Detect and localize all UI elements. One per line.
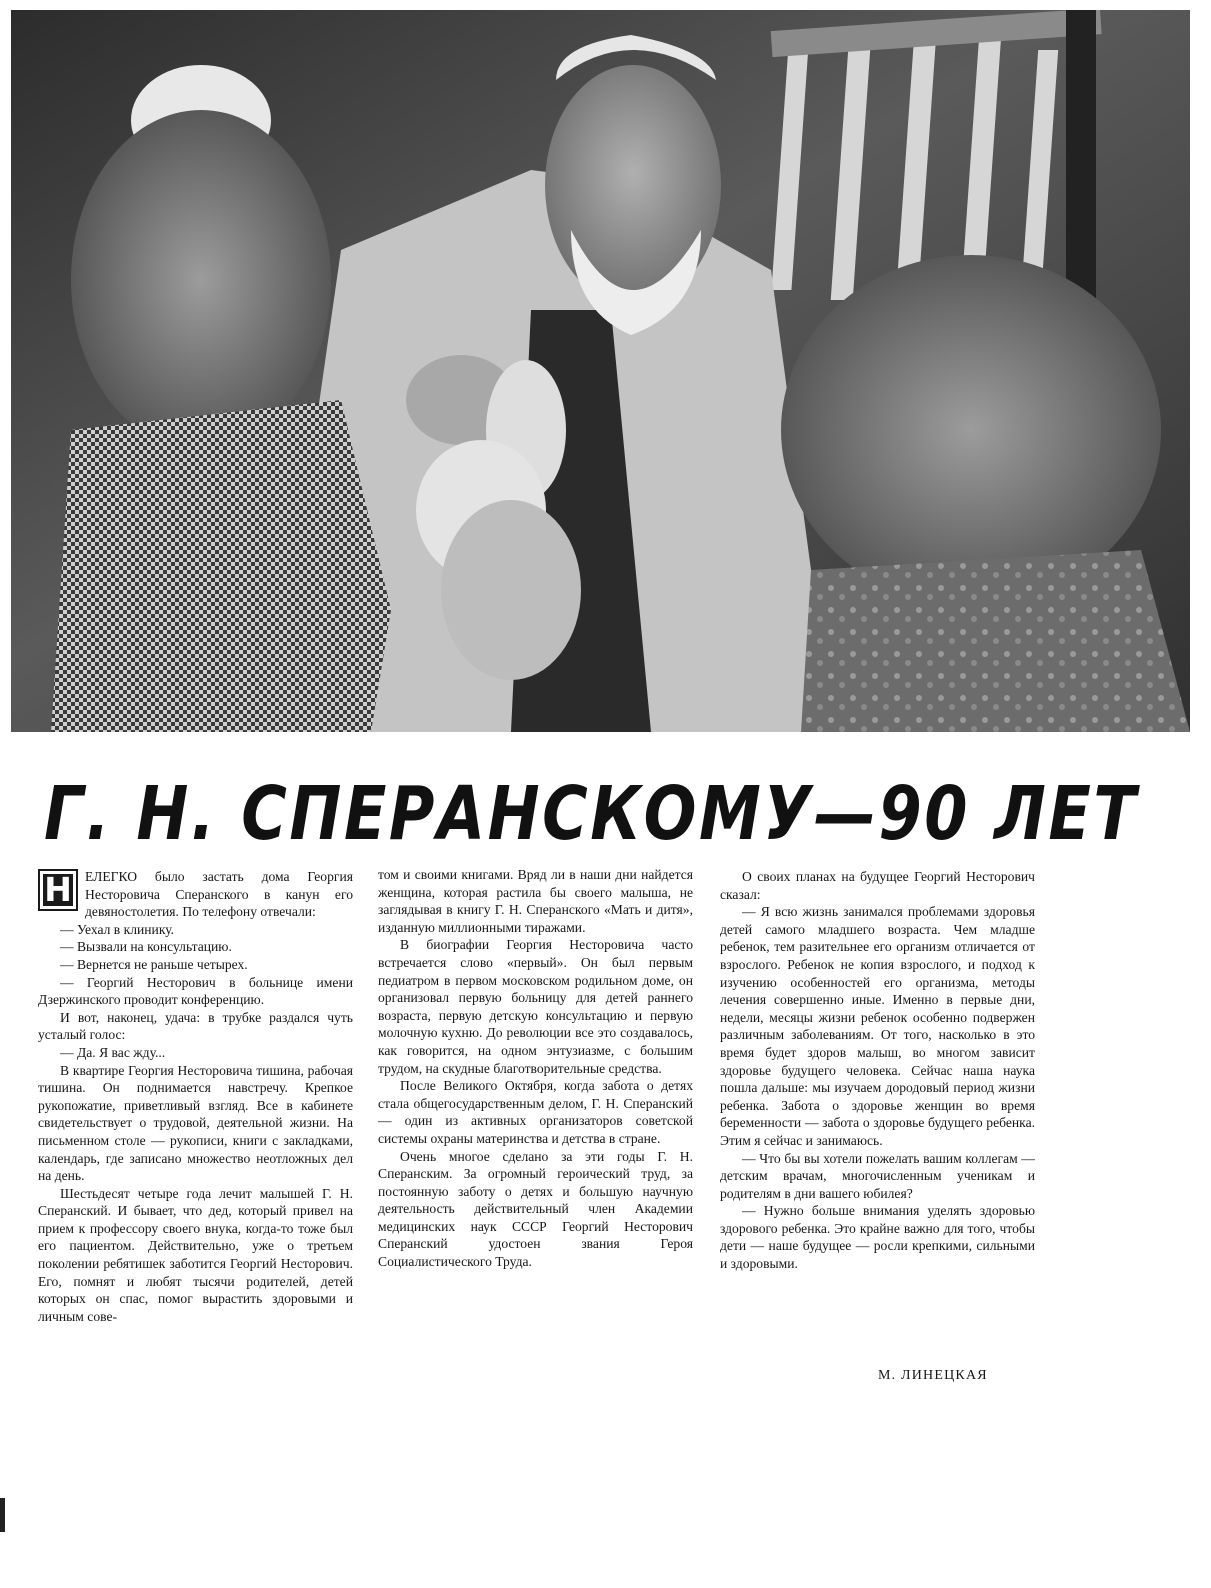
article-column-3	[720, 868, 1035, 1273]
article-column-2	[378, 866, 693, 1271]
paragraph: В биографии Георгия Несторовича часто встречается слово «первый». Он был первым педиатром в первом московском родильном доме, он организовал первую больницу для детей раннего возраста, первую детскую консультацию и первую молочную кухню. До революции все это создавалось, как говорится, на одном энтузиазме, с большим трудом, на скудные благотворительные средства.	[378, 937, 693, 1076]
paragraph: — Вернется не раньше четырех.	[60, 956, 248, 972]
paragraph: В квартире Георгия Несторовича тишина, рабочая тишина. Он поднимается навстречу. Крепкое рукопожатие, приветливый взгляд. Все в кабинете свидетельствует о трудовой, деятельной жизни. На письменном столе — рукописи, книги с закладками, календарь, где записано множество неотложных дел на день.	[38, 1062, 353, 1184]
author-signature: М. ЛИНЕЦКАЯ	[878, 1368, 988, 1383]
photograph-doctor-children-icon	[11, 10, 1190, 732]
drop-cap: Н	[38, 869, 78, 911]
paragraph: — Георгий Несторович в больнице имени Дзержинского проводит конференцию.	[38, 974, 353, 1008]
article-column-1	[38, 868, 353, 1325]
paragraph: — Да. Я вас жду...	[60, 1044, 166, 1060]
scan-edge-mark	[0, 1498, 5, 1532]
paragraph: — Уехал в клинику.	[60, 921, 175, 937]
paragraph: том и своими книгами. Вряд ли в наши дни найдется женщина, которая растила бы своего малыша, не заглядывая в книгу Г. Н. Сперанского «Мать и дитя», изданную миллионными тиражами.	[378, 867, 693, 935]
article-photo	[11, 10, 1190, 732]
paragraph: — Я всю жизнь занимался проблемами здоровья детей самого младшего возраста. Чем младше ребенок, тем разительнее его организм отличается от взрослого. Ребенок не копия взрослого, и подход к изучению особенностей его организма, методы лечения совершенно иные. Именно в первые дни, недели, месяцы жизни ребенок особенно подвержен различным заболеваниям. От того, насколько в это время будет здоров малыш, во многом зависит здоровье будущего человека. Сейчас наша наука пошла дальше: мы изучаем дородовый период жизни ребенка. Забота о здоровье женщин во время беременности — забота о здоровье будущего ребенка. Этим я сейчас и занимаюсь.	[720, 904, 1035, 1148]
paragraph	[38, 868, 353, 921]
paragraph: — Вызвали на консультацию.	[60, 939, 232, 955]
paragraph: — Что бы вы хотели пожелать вашим коллегам — детским врачам, многочисленным ученикам и родителям в дни вашего юбилея?	[720, 1150, 1035, 1201]
paragraph: После Великого Октября, когда забота о детях стала общегосударственным делом, Г. Н. Сперанский — один из активных организаторов советской системы охраны материнства и детства в стране.	[378, 1078, 693, 1146]
article-headline: Г. Н. СПЕРАНСКОМУ—90 ЛЕТ	[44, 771, 1139, 857]
paragraph: И вот, наконец, удача: в трубке раздался чуть усталый голос:	[38, 1009, 353, 1043]
paragraph: Очень многое сделано за эти годы Г. Н. Сперанским. За огромный героический труд, за постоянную заботу о детях и большую научную деятельность действительный член Академии медицинских наук СССР Георгий Несторович Сперанский удостоен звания Героя Социалистического Труда.	[378, 1148, 693, 1270]
paragraph-text: ЕЛЕГКО было застать дома Георгия Несторовича Сперанского в канун его девяностолетия. По телефону отвечали:	[85, 869, 353, 920]
paragraph: — Нужно больше внимания уделять здоровью здорового ребенка. Это крайне важно для того, чтобы дети — наше будущее — росли крепкими, сильными и здоровыми.	[720, 1203, 1035, 1272]
paragraph: Шестьдесят четыре года лечит малышей Г. Н. Сперанский. И бывает, что дед, который привел на прием к профессору своего внука, когда-то тоже был его пациентом. Действительно, уже о третьем поколении ребятишек заботится Георгий Несторович. Его, помнят и любят тысячи родителей, детей которых он спас, помог вырастить здоровыми и личным сове-	[38, 1185, 353, 1324]
paragraph: О своих планах на будущее Георгий Несторович сказал:	[720, 869, 1035, 902]
